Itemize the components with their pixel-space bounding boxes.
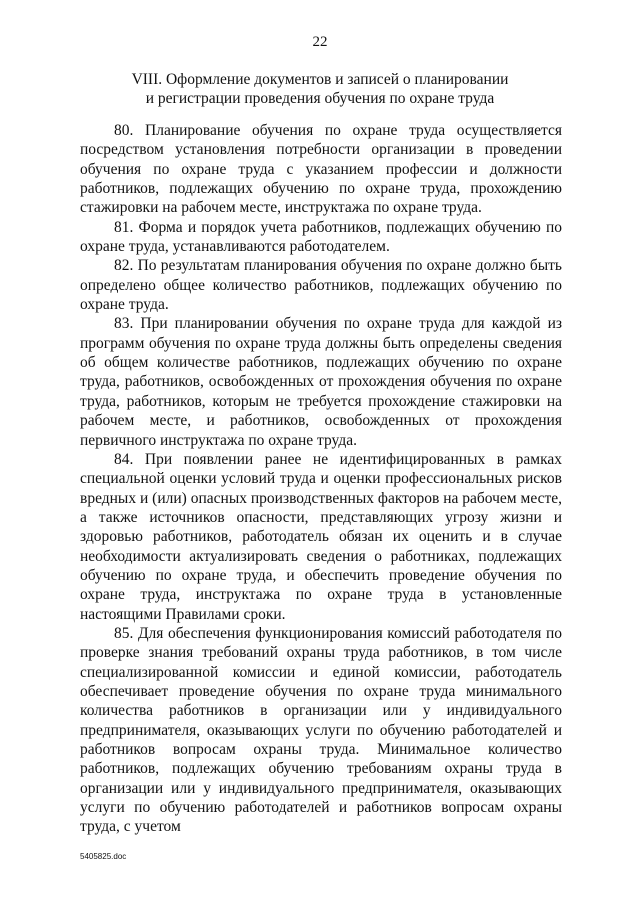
section-heading-line-1: VIII. Оформление документов и записей о планировании: [131, 71, 509, 88]
page-number: 22: [312, 34, 328, 50]
paragraph-83: 83. При планировании обучения по охране труда для каждой из программ обучения по охране труда должны быть определены сведения об общем количестве работников, подлежащих обучению по охране труда, работников, освобожденных от прохождения обучения по охране труда, работников, которым не требуется прохождение стажировки на рабочем месте, и работников, освобожденных от прохождения первичного инструктажа по охране труда.: [80, 315, 562, 449]
file-name-footer: 5405825.doc: [80, 852, 127, 861]
paragraph-85: 85. Для обеспечения функционирования комиссий работодателя по проверке знания требований охраны труда работников, в том числе специализированной комиссии и единой комиссии, работодатель обеспечивает проведение обучения по охране труда минимального количества работников в организации или у индивидуального предпринимателя, оказывающих услуги по обучению работодателей и работников вопросам охраны труда. Минимальное количество работников, подлежащих обучению требованиям охраны труда в организации или у индивидуального предпринимателя, оказывающих услуги по обучению работодателей и работников вопросам охраны труда, с учетом: [80, 624, 562, 836]
section-heading-line-2: и регистрации проведения обучения по охране труда: [145, 90, 495, 107]
paragraph-84: 84. При появлении ранее не идентифицированных в рамках специальной оценки условий труда и оценки профессиональных рисков вредных и (или) опасных производственных факторов на рабочем месте, а также источников опасности, представляющих угрозу жизни и здоровью работников, работодатель обязан их оценить и в случае необходимости актуализировать сведения о работниках, подлежащих обучению по охране труда, и обеспечить проведение обучения по охране труда, инструктажа по охране труда в установленные настоящими Правилами сроки.: [80, 450, 562, 623]
paragraph-81: 81. Форма и порядок учета работников, подлежащих обучению по охране труда, устанавливаются работодателем.: [80, 218, 562, 256]
section-heading: [80, 70, 560, 108]
paragraph-80: 80. Планирование обучения по охране труда осуществляется посредством установления потребности организации в проведении обучения по охране труда с указанием профессии и должности работников, подлежащих обучению по охране труда, прохождению стажировки на рабочем месте, инструктажа по охране труда.: [80, 122, 562, 217]
paragraph-82: 82. По результатам планирования обучения по охране должно быть определено общее количество работников, подлежащих обучению по охране труда.: [80, 257, 562, 314]
document-body: [80, 121, 562, 837]
